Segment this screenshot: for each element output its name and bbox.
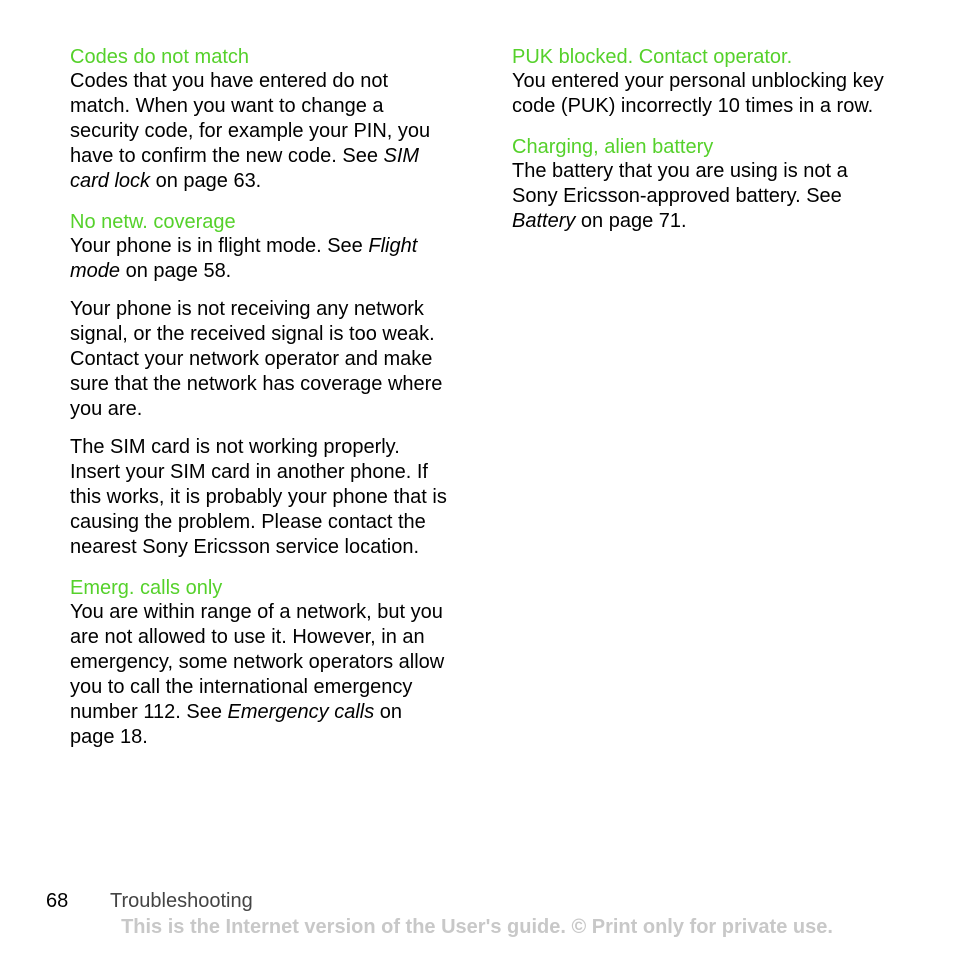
text: Codes that you have entered do not match. When you want to change a security code, for example your PIN, you have to confirm the new code. See (70, 70, 431, 167)
paragraph-flight-mode (70, 234, 450, 284)
cross-reference: Battery (512, 210, 576, 232)
heading-no-network-coverage: No netw. coverage (70, 211, 236, 233)
paragraph-codes-do-not-match (70, 69, 450, 194)
section-codes-do-not-match (70, 45, 450, 194)
text: on page 18. (70, 701, 403, 748)
heading-emergency-calls-only: Emerg. calls only (70, 577, 223, 599)
text: on page 58. (120, 260, 232, 282)
section-charging-alien-battery (512, 135, 892, 234)
heading-codes-do-not-match: Codes do not match (70, 46, 249, 68)
page-number: 68 (46, 890, 69, 912)
cross-reference: Flight mode (70, 235, 418, 282)
text: The battery that you are using is not a Sony Ericsson-approved battery. See (512, 160, 848, 207)
text: on page 63. (150, 170, 262, 192)
paragraph-sim-card: The SIM card is not working properly. Insert your SIM card in another phone. If this works, it is probably your phone that is causing the problem. Please contact the nearest Sony Ericsson service location. (70, 436, 447, 558)
paragraph-alien-battery (512, 159, 892, 234)
cross-reference: SIM card lock (70, 145, 420, 192)
paragraph-emergency-calls (70, 600, 450, 750)
footer-section-title: Troubleshooting (110, 890, 253, 912)
cross-reference: Emergency calls (227, 701, 375, 723)
right-column (512, 45, 892, 250)
text: Your phone is in flight mode. See (70, 235, 369, 257)
section-no-network-coverage (70, 210, 450, 560)
text: You are within range of a network, but you are not allowed to use it. However, in an emergency, some network operators allow you to call the international emergency number 112. See (70, 601, 445, 723)
section-puk-blocked (512, 45, 892, 119)
text: on page 71. (575, 210, 687, 232)
paragraph-no-signal: Your phone is not receiving any network signal, or the received signal is too weak. Contact your network operator and make sure that the network has coverage where you are. (70, 298, 443, 420)
heading-charging-alien-battery: Charging, alien battery (512, 136, 714, 158)
footer-disclaimer: This is the Internet version of the User's guide. © Print only for private use. (121, 916, 833, 938)
heading-puk-blocked: PUK blocked. Contact operator. (512, 46, 793, 68)
paragraph-puk-blocked: You entered your personal unblocking key code (PUK) incorrectly 10 times in a row. (512, 70, 884, 117)
section-emergency-calls-only (70, 576, 450, 750)
left-column (70, 45, 450, 766)
